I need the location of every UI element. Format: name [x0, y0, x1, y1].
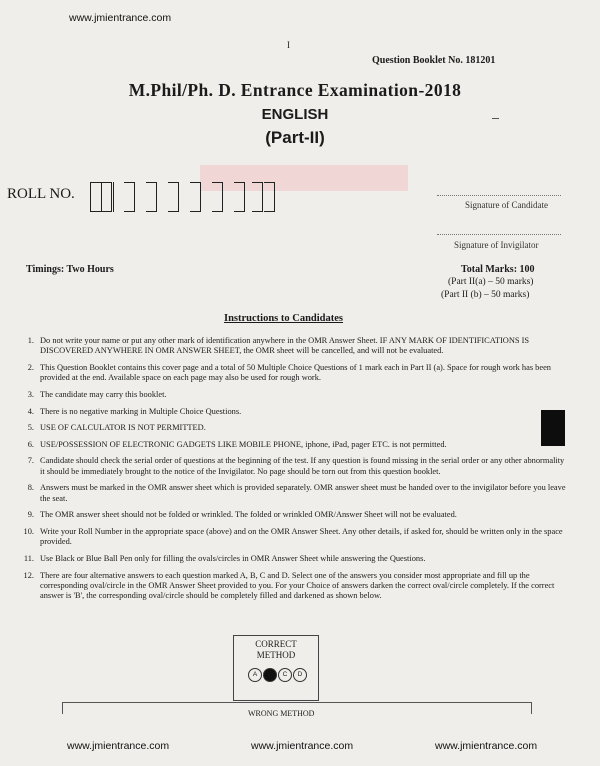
candidate-signature-label: Signature of Candidate [465, 200, 548, 210]
instruction-item: 1. Do not write your name or put any other mark of identification anywhere in the OMR Answer Sheet. IF ANY MARK OF IDENTIFICATIONS IS DISCOVERED ANYWHERE IN OMR ANSWER SHEET, the OMR sheet will be cancelled, and will not be evaluated. [27, 336, 530, 356]
instruction-item: 3. The candidate may carry this booklet. [27, 390, 167, 399]
candidate-signature-line[interactable] [437, 195, 561, 196]
method-label: METHOD [256, 650, 296, 660]
roll-divider [113, 182, 114, 212]
exam-title: M.Phil/Ph. D. Entrance Examination-2018 [128, 80, 462, 100]
instruction-item: 11. Use Black or Blue Ball Pen only for filling the ovals/circles in OMR Answer Sheet while answering the Questions. [23, 553, 426, 563]
roll-label: ROLL NO. [7, 186, 75, 202]
invigilator-signature-line[interactable] [437, 234, 561, 235]
instruction-item: 9. The OMR answer sheet should not be folded or wrinkled. The folded or wrinkled OMR/Answer Sheet will not be evaluated. [27, 510, 457, 520]
instruction-item: 7. Candidate should check the serial order of questions at the beginning of the test. If any question is found missing in the serial order or any other abnormality it should be immediately brought to the notice of the Invigilator. No page should be torn out from this question booklet. [27, 456, 565, 476]
instruction-item: 12. There are four alternative answers to each question marked A, B, C and D. Select one of the answers you consider most appropriate and fill up the corresponding oval/circle in the OMR Answer Sheet provided to you. For your Choice of answers darken the correct oval/circle completely. If the correct answer is 'B', the corresponding oval/circle should be completely filled and darkened as shown below. [23, 570, 555, 601]
part-a-marks: (Part II(a) – 50 marks) [448, 277, 534, 287]
instruction-item: 5. USE OF CALCULATOR IS NOT PERMITTED. [27, 423, 206, 433]
footer-website-left: www.jmientrance.com [67, 740, 170, 752]
instruction-item: 2. This Question Booklet contains this cover page and a total of 50 Multiple Choice Questions of 1 mark each in Part II (a). Space for rough work has been provided at the end. Available space on each page may also be used for rough work. [27, 363, 551, 383]
wrong-method-right-edge [531, 702, 532, 714]
bubble-c: C [278, 668, 292, 682]
booklet-number-line [372, 55, 495, 66]
wrong-method-left-edge [62, 702, 63, 714]
part-b-marks: (Part II (b) – 50 marks) [441, 290, 530, 300]
roll-box[interactable] [264, 182, 275, 212]
roll-box[interactable] [168, 182, 179, 212]
roll-box[interactable] [124, 182, 135, 212]
roll-box[interactable] [146, 182, 157, 212]
roll-box[interactable] [212, 182, 223, 212]
roll-box[interactable] [252, 182, 263, 212]
subject-title: ENGLISH [261, 106, 329, 123]
header-website: www.jmientrance.com [69, 12, 172, 24]
total-marks: Total Marks: 100 [461, 264, 535, 275]
booklet-label: Question Booklet No. [372, 55, 463, 66]
footer-website-right: www.jmientrance.com [435, 740, 538, 752]
dash-mark [492, 118, 499, 119]
footer-website-center: www.jmientrance.com [251, 740, 354, 752]
instructions-list [18, 336, 566, 608]
instruction-item: 4. There is no negative marking in Multiple Choice Questions. [27, 406, 242, 416]
instruction-item: 6. USE/POSSESSION OF ELECTRONIC GADGETS LIKE MOBILE PHONE, iphone, iPad, pager ETC. is not permitted. [27, 439, 447, 449]
timing-label: Timings: Two Hours [26, 264, 114, 275]
bubble-d: D [293, 668, 307, 682]
redaction-area [200, 165, 408, 191]
invigilator-signature-label: Signature of Invigilator [454, 240, 539, 250]
correct-label: CORRECT [255, 639, 297, 649]
bubble-a: A [248, 668, 262, 682]
roll-box[interactable] [101, 182, 112, 212]
roll-box[interactable] [234, 182, 245, 212]
instructions-heading: Instructions to Candidates [224, 313, 344, 324]
instruction-item: 8. Answers must be marked in the OMR answer sheet which is provided separately. OMR answer sheet must be handed over to the invigilator before you leave the seat. [27, 483, 566, 503]
page-mark: I [287, 40, 290, 50]
bubble-b-filled [263, 668, 277, 682]
part-title: (Part-II) [265, 128, 325, 147]
booklet-number: 181201 [465, 55, 496, 66]
wrong-method-label: WRONG METHOD [248, 709, 315, 718]
instruction-item: 10. Write your Roll Number in the appropriate space (above) and on the OMR Answer Sheet. Any other details, if asked for, should be written only in the space provided. [23, 526, 563, 547]
roll-box[interactable] [190, 182, 201, 212]
